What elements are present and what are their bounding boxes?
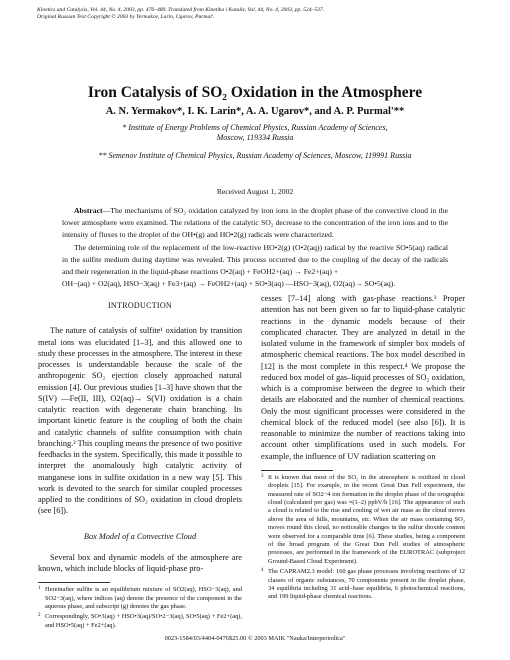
journal-header	[37, 7, 477, 21]
page-footer: 0023-1584/03/4404-0476$25.00 © 2003 MAIK "Nauka/Interperiodica"	[164, 635, 346, 642]
footnote-4-text: The CAPRAM2.3 model: 160 gas phase processes involving reactions of 12 classes of organic substances, 70 components present in the droplet phase, 34 equilibria including 31 acid–base equilibria, 6 photochemical reactions, and 199 liquid-phase chemical reactions.	[268, 568, 465, 601]
footnote-1: 1 Hereinafter sulfite is an equilibrium mixture of SO2(aq), HSO−3(aq), and SO2−3(aq), where indices (aq) denote the presence of the component in the aqueous phase, and subscript (g) denotes the gas phase.	[38, 586, 242, 611]
footnote-divider	[38, 582, 110, 583]
footnote-1-text: Hereinafter sulfite is an equilibrium mixture of SO2(aq), HSO−3(aq), and SO2−3(aq), where indices (aq) denote the presence of the component in the aqueous phase, and subscript (g) denotes the gas phase.	[45, 586, 242, 611]
affiliation-1-city: Moscow, 119334 Russia	[216, 133, 294, 142]
footnote-2: 2 Correspondingly, SO•3(aq) + HSO•3(aq)/SO•2−3(aq), SO•5(aq) + Fe2+(aq), and HSO•5(aq) + Fe2+(aq).	[38, 613, 242, 629]
reaction-scheme-1: O•2(aq) + FeOH2+(aq) → Fe2+(aq) +	[220, 267, 339, 277]
footnote-2-text: Correspondingly, SO•3(aq) + HSO•3(aq)/SO•2−3(aq), SO•5(aq) + Fe2+(aq), and HSO•5(aq) + Fe2+(aq).	[45, 613, 242, 629]
introduction-paragraph: The nature of catalysis of sulfite¹ oxidation by transition metal ions was elucidated [1–3], and this allowed one to study these processes in the atmosphere. The interest in these processes is understandable because the scale of the anthropogenic SO₂ ejection closely approached natural emission [4]. Our previous studies [1–3] have shown that the S(IV) —Fe(II, III), O2(aq)→ S(VI) oxidation is a chain catalytic reaction with degenerate chain branching. Its important kinetic feature is the coupling of both the chain and catalytic channels of sulfite consumption with chain branching.² This coupling means the presence of two positive feedbacks in the system. Specifically, this made it possible to interpret the anomalously high catalytic activity of manganese ions in sulfite oxidation in a new way [5]. This work is devoted to the search for similar coupled processes applied to the conditions of SO₂ oxidation in cloud droplets (see [6]).	[38, 326, 242, 516]
footnote-4: 4 The CAPRAM2.3 model: 160 gas phase processes involving reactions of 12 classes of organic substances, 70 components present in the droplet phase, 34 equilibria including 31 acid–base equilibria, 6 photochemical reactions, and 199 liquid-phase chemical reactions.	[261, 568, 465, 601]
affiliation-2: ** Semenov Institute of Chemical Physics, Russian Academy of Sciences, Moscow, 119991 Russia	[98, 151, 412, 160]
footnote-3: 3 It is known that most of the SO₂ in the atmosphere is oxidized in cloud droplets [15]. For example, in the recent Great Dun Fell experiment, the measured rate of SO2−4 ion formation in the droplet phase of the orographic cloud (calculated per gas) was ≈(1–2) ppbV/h [16]. The appearance of such a cloud is related to the rise and cooling of wet air mass as the cloud moves above the area of hills, mountains, etc. When the air mass containing SO₂ moves round this cloud, no noticeable changes in the sulfur dioxide content were observed for a comparable time [6]. These studies, being a component of the broad program of the Great Dun Fell studies of atmospheric processes, are performed in the framework of the EUROTRAC (subproject Ground-Based Cloud Experiment).	[261, 473, 465, 565]
reaction-scheme-2: OH−(aq) + O2(aq), HSO−3(aq) + Fe3+(aq) → FeOH2+(aq) + SO•3(aq) —HSO−3(aq), O2(aq)→ SO•5(aq).	[62, 279, 396, 289]
abstract-paragraph-2	[62, 242, 448, 279]
paper-title: Iron Catalysis of SO₂ Oxidation in the Atmosphere	[87, 84, 423, 101]
footnote-3-text: It is known that most of the SO₂ in the atmosphere is oxidized in cloud droplets [15]. For example, in the recent Great Dun Fell experiment, the measured rate of SO2−4 ion formation in the droplet phase of the orographic cloud (calculated per gas) was ≈(1–2) ppbV/h [16]. The appearance of such a cloud is related to the rise and cooling of wet air mass as the cloud moves above the area of hills, mountains, etc. When the air mass containing SO₂ moves round this cloud, no noticeable changes in the sulfur dioxide content were observed for a comparable time [6]. These studies, being a component of the broad program of the Great Dun Fell studies of atmospheric processes, are performed in the framework of the EUROTRAC (subproject Ground-Based Cloud Experiment).	[268, 473, 465, 565]
box-model-heading: Box Model of a Convective Cloud	[83, 531, 197, 541]
copyright-line: Original Russian Text Copyright © 2003 by Yermakov, Larin, Ugarov, Purmal'.	[37, 14, 215, 20]
left-column	[38, 293, 242, 632]
journal-citation: Kinetics and Catalysis, Vol. 44, No. 4, 2003, pp. 476–489. Translated from Kinetika i Kataliz, Vol. 44, No. 4, 2003, pp. 524–537.	[37, 7, 325, 13]
footnote-divider-right	[261, 470, 333, 471]
abstract-label: Abstract	[74, 206, 103, 215]
right-column-paragraph: cesses [7–14] along with gas-phase reactions.³ Proper attention has not been given so far to liquid-phase catalytic reactions in the dynamic models because of their complicated character. They are analyzed in detail in the isolated volume in the framework of simpler box models of atmospheric chemical reactions. The box model described in [12] is the most complete in this respect.⁴ We propose the reduced box model of gas–liquid processes of SO₂ oxidation, which is a compromise between the degree to which their details are elaborated and the number of chemical reactions. Only the most significant processes were considered in the chemical block of the reduced model (see also [6]). It is reasonable to minimize the number of reactions taking into account other simplifications used in such models. For example, the influence of UV radiation scattering on	[261, 294, 465, 461]
box-model-paragraph: Several box and dynamic models of the atmosphere are known, which include blocks of liquid-phase pro-	[38, 552, 242, 573]
abstract-text-2: The determining role of the replacement of the low-reactive HO•2(g) (O•2(aq)) radical by the reactive SO•5(aq) radical in the sulfite medium during daytime was revealed. This process occurred due to the coupling of the decay of the radicals and their regeneration in the liquid-phase reactions	[62, 242, 448, 277]
affiliation-1: * Institute of Energy Problems of Chemical Physics, Russian Academy of Sciences,	[122, 123, 388, 132]
introduction-heading: INTRODUCTION	[107, 301, 173, 310]
received-date: Received August 1, 2002	[216, 187, 294, 196]
abstract	[62, 205, 448, 290]
abstract-text-1: —The mechanisms of SO₂ oxidation catalyzed by iron ions in the droplet phase of the convective cloud in the lower atmosphere were examined. The relations of the catalytic SO₂ decrease to the concentration of the iron ions and to the intensity of fluxes to the droplet of the OH•(g) and HO•2(g) radicals were characterized.	[62, 206, 448, 240]
author-list: A. N. Yermakov*, I. K. Larin*, A. A. Ugarov*, and A. P. Purmal'**	[105, 106, 405, 117]
abstract-paragraph-1	[62, 205, 448, 242]
right-column	[261, 293, 465, 604]
